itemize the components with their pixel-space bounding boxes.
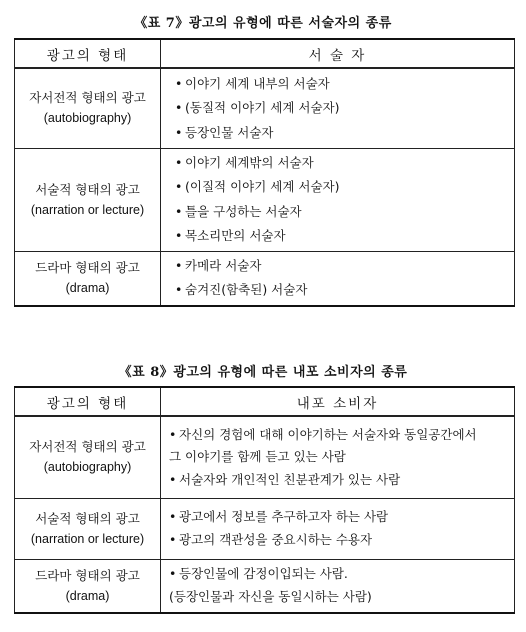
ad-type-cell: [15, 559, 161, 613]
ad-type-cell: [15, 416, 161, 498]
list-item: • (이질적 이야기 세계 서술자): [175, 175, 514, 200]
ad-type-cell: [15, 148, 161, 251]
narrator-list-cell: [161, 251, 515, 306]
table8-caption: 《표 8》광고의 유형에 따른 내포 소비자의 종류: [118, 365, 408, 380]
table7: [14, 38, 515, 307]
table8-header-type: 광고의 형태: [15, 387, 161, 416]
list-item: • 틀을 구성하는 서술자: [175, 200, 514, 225]
narrator-list-cell: [161, 68, 515, 148]
ad-type-cell: [15, 251, 161, 306]
bullet-icon: •: [175, 100, 183, 115]
ad-type-korean: 드라마 형태의 광고: [35, 260, 140, 276]
table-row: [15, 498, 515, 559]
bullet-icon: •: [169, 426, 177, 442]
table-row: [15, 68, 515, 148]
list-item: • 이야기 세계밖의 서술자: [175, 151, 514, 176]
ad-type-cell: [15, 68, 161, 148]
ad-type-korean: 자서전적 형태의 광고: [29, 90, 146, 106]
bullet-icon: •: [175, 257, 183, 273]
list-item: • 등장인물 서술자: [175, 121, 514, 146]
list-item: • 카메라 서술자: [175, 254, 514, 279]
list-item: • 목소리만의 서술자: [175, 224, 514, 249]
ad-type-english: (drama): [65, 281, 110, 296]
table7-caption: 《표 7》광고의 유형에 따른 서술자의 종류: [134, 16, 392, 31]
ad-type-korean: 서술적 형태의 광고: [35, 181, 140, 197]
table-row: [15, 416, 515, 498]
table-row: [15, 251, 515, 306]
table7-header-narrator: 서 술 자: [161, 39, 515, 68]
ad-type-english: (narration or lecture): [30, 531, 145, 546]
list-item: • 이야기 세계 내부의 서술자: [175, 72, 514, 97]
table8: [14, 386, 515, 614]
bullet-icon: •: [169, 471, 177, 487]
bullet-icon: •: [169, 531, 177, 547]
ad-type-korean: 드라마 형태의 광고: [35, 567, 140, 583]
ad-type-english: (drama): [65, 588, 110, 603]
ad-type-korean: 자서전적 형태의 광고: [29, 439, 146, 455]
bullet-icon: •: [175, 154, 183, 170]
ad-type-korean: 서술적 형태의 광고: [35, 510, 140, 526]
list-item: • (동질적 이야기 세계 서술자): [175, 96, 514, 121]
list-item: • 등장인물에 감정이입되는 사람. (등장인물과 자신을 동일시하는 사람): [169, 563, 514, 608]
list-item: • 광고의 객관성을 중요시하는 수용자: [169, 529, 514, 552]
bullet-icon: •: [175, 282, 183, 298]
bullet-icon: •: [175, 228, 183, 243]
table7-header-row: [15, 39, 515, 68]
list-item: • 자신의 경험에 대해 이야기하는 서술자와 동일공간에서 그 이야기를 함께 듣고 있는 사람: [169, 424, 514, 469]
bullet-icon: •: [169, 566, 177, 582]
ad-type-english: (autobiography): [43, 111, 132, 126]
narrator-list-cell: [161, 148, 515, 251]
ad-type-english: (narration or lecture): [30, 202, 145, 217]
table-row: [15, 148, 515, 251]
bullet-icon: •: [175, 203, 183, 219]
table7-header-type: 광고의 형태: [15, 39, 161, 68]
consumer-list-cell: [161, 416, 515, 498]
bullet-icon: •: [169, 509, 177, 524]
bullet-icon: •: [175, 75, 183, 91]
bullet-icon: •: [175, 124, 183, 140]
consumer-list-cell: [161, 498, 515, 559]
table-row: [15, 559, 515, 613]
ad-type-english: (autobiography): [43, 460, 132, 475]
consumer-list-cell: [161, 559, 515, 613]
table8-header-consumer: 내포 소비자: [161, 387, 515, 416]
ad-type-cell: [15, 498, 161, 559]
list-item: • 광고에서 정보를 추구하고자 하는 사람: [169, 506, 514, 529]
list-item: • 서술자와 개인적인 친분관계가 있는 사람: [169, 469, 514, 492]
list-item: • 숨겨진(함축된) 서술자: [175, 278, 514, 303]
table8-header-row: [15, 387, 515, 416]
bullet-icon: •: [175, 179, 183, 194]
